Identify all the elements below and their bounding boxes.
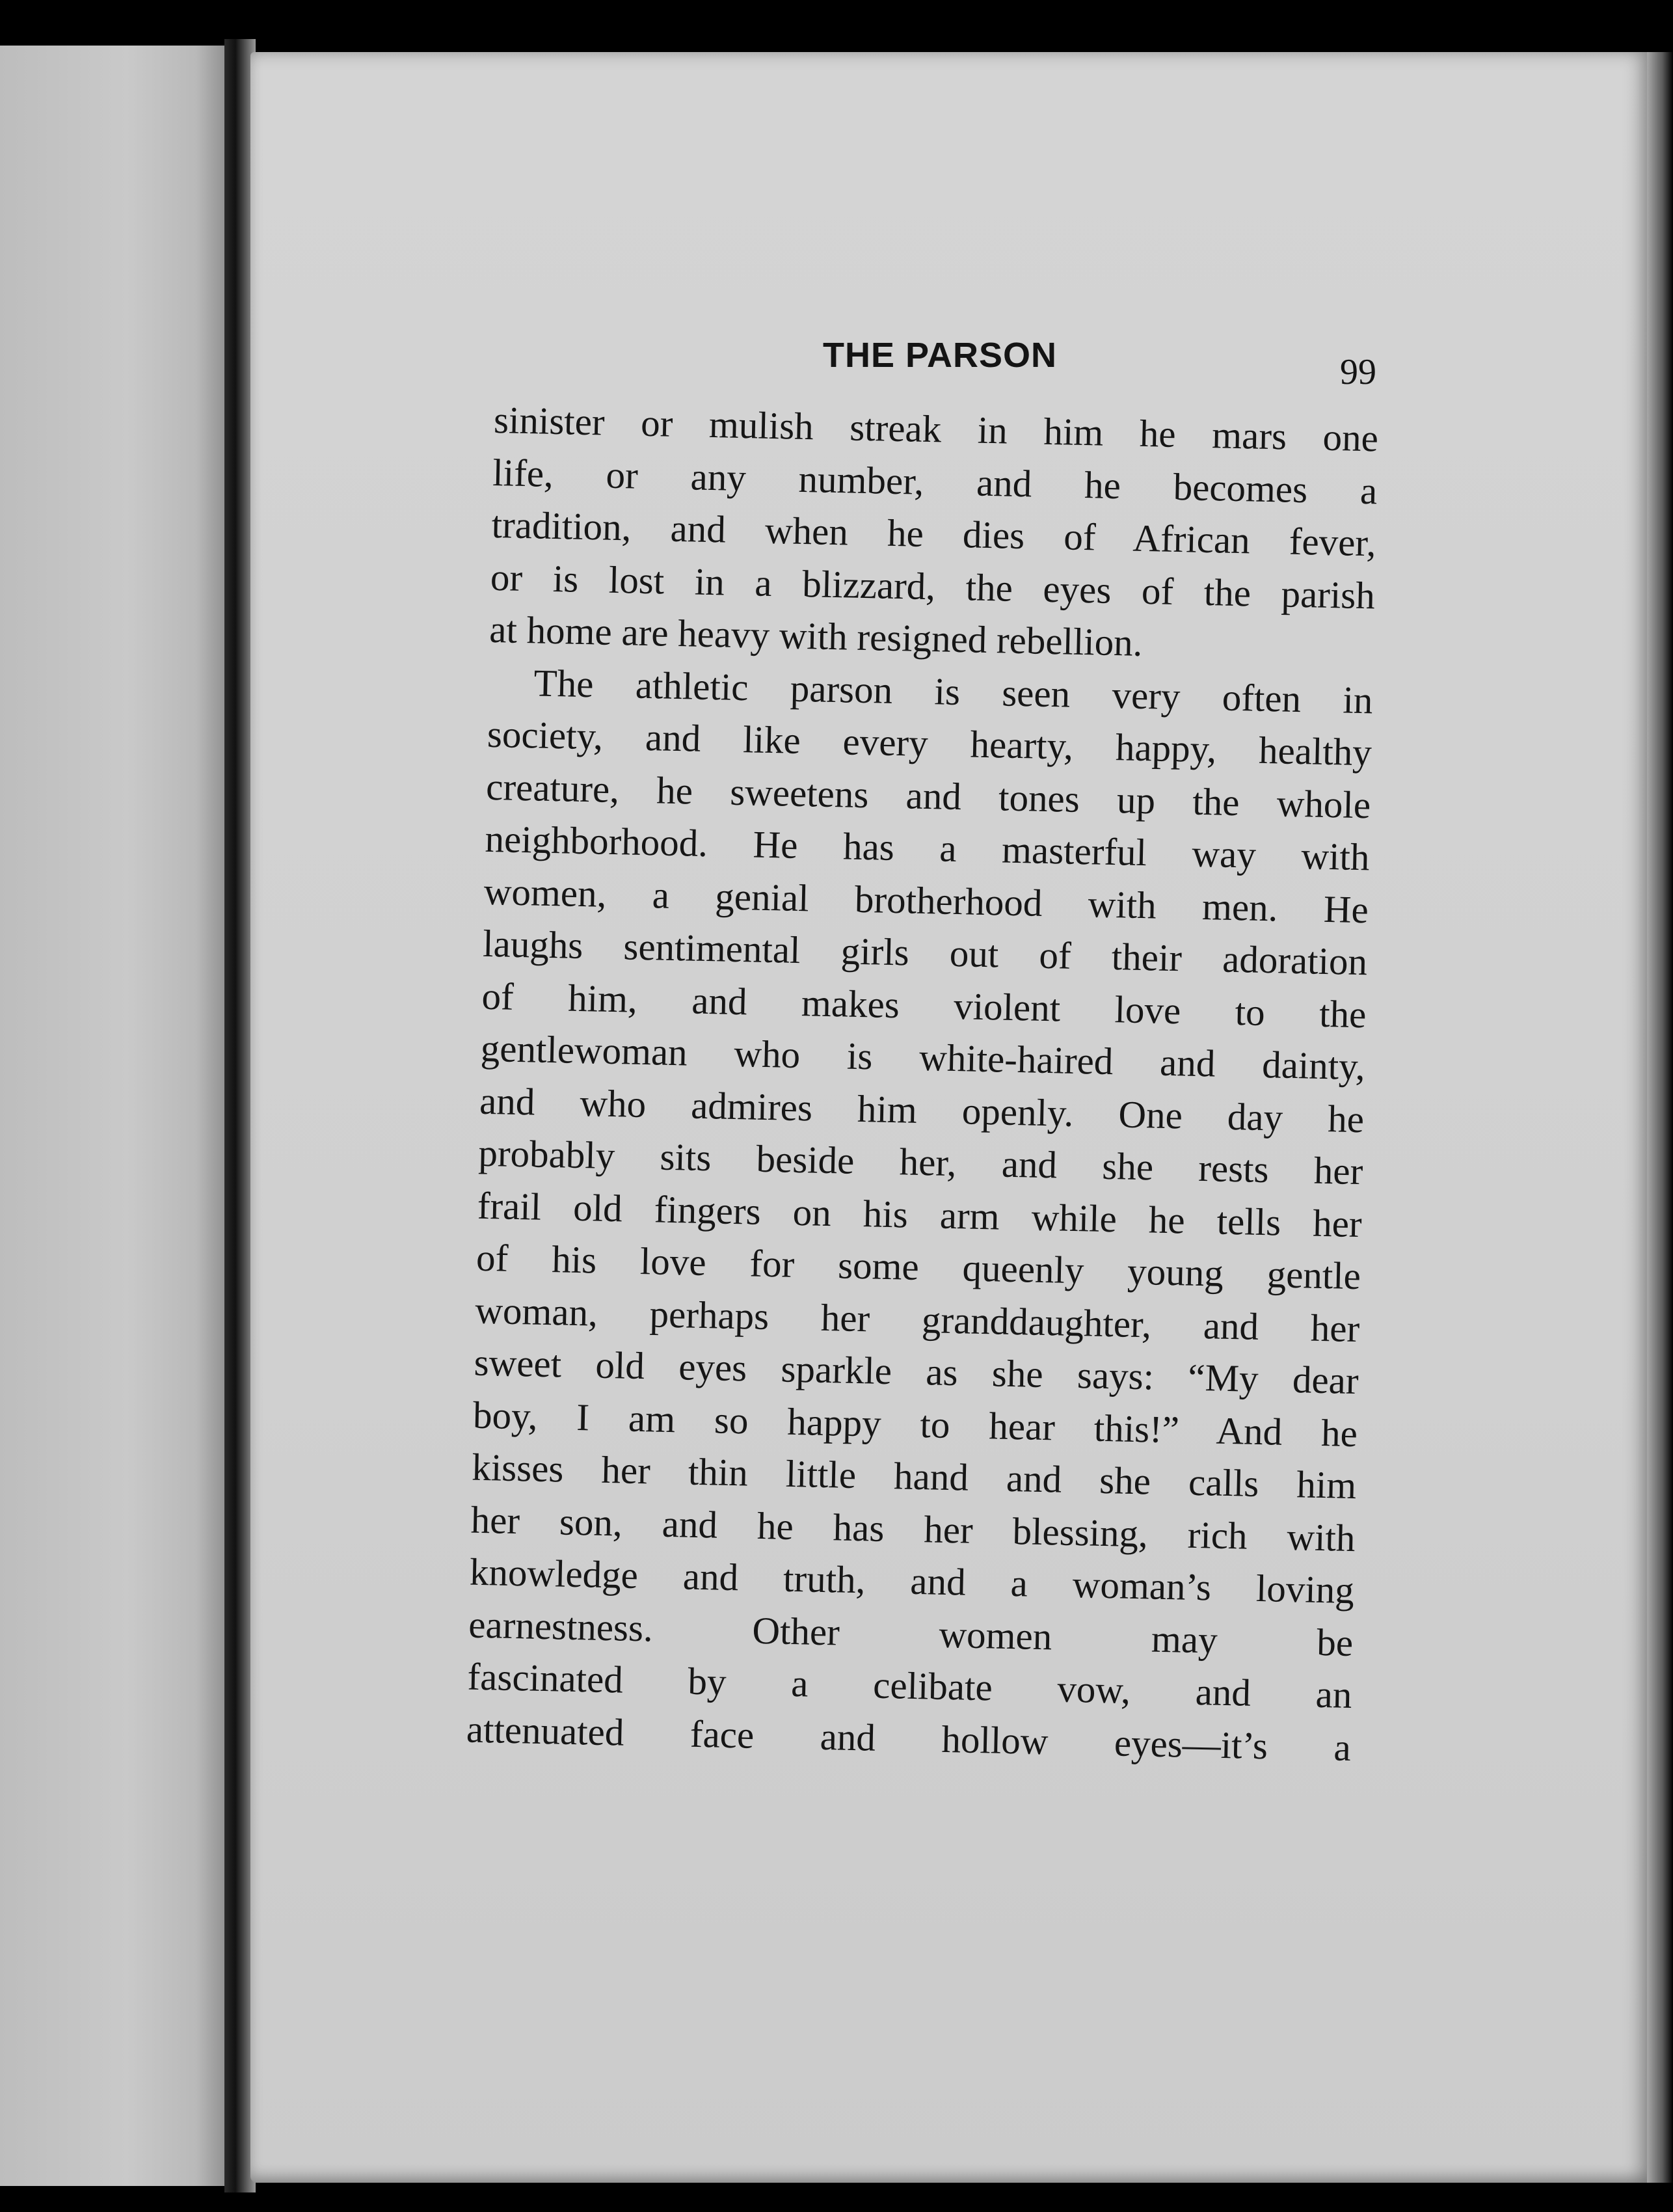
text-line: women, a genial brotherhood with men. He	[483, 869, 1369, 931]
text-line: woman, perhaps her granddaughter, and her	[474, 1288, 1360, 1350]
text-line: gentlewoman who is white-haired and dainty,	[480, 1026, 1366, 1088]
text-line: and who admires him openly. One day he	[479, 1079, 1365, 1140]
text-line: attenuated face and hollow eyes—it’s a	[466, 1707, 1352, 1769]
text-line: at home are heavy with resigned rebellion.	[489, 607, 1144, 664]
body-text	[466, 394, 1379, 1774]
text-line: society, and like every hearty, happy, healthy	[487, 712, 1372, 774]
text-line: kisses her thin little hand and she calls him	[471, 1445, 1357, 1507]
text-line: probably sits beside her, and she rests her	[477, 1131, 1363, 1193]
facing-page-edge	[0, 46, 231, 2186]
text-line: earnestness. Other women may be	[468, 1602, 1354, 1664]
text-line: frail old fingers on his arm while he tells her	[477, 1183, 1363, 1245]
text-line: creature, he sweetens and tones up the whole	[485, 764, 1371, 826]
running-head: THE PARSON	[823, 336, 1058, 375]
text-line: life, or any number, and he becomes a	[492, 450, 1378, 512]
text-line: The athletic parson is seen very often in	[533, 660, 1374, 722]
text-line: laughs sentimental girls out of their adoration	[482, 921, 1368, 984]
page-right-edge	[1647, 52, 1673, 2183]
text-line: boy, I am so happy to hear this!” And he	[472, 1393, 1358, 1455]
text-line: neighborhood. He has a masterful way with	[484, 816, 1371, 879]
text-line: sweet old eyes sparkle as she says: “My dear	[474, 1340, 1359, 1403]
text-line: her son, and he has her blessing, rich with	[470, 1498, 1356, 1559]
text-line: sinister or mulish streak in him he mars one	[493, 398, 1379, 460]
text-line: tradition, and when he dies of African fever,	[491, 502, 1377, 565]
text-line: of his love for some queenly young gentle	[475, 1235, 1361, 1298]
page-number: 99	[1340, 352, 1376, 392]
text-line: or is lost in a blizzard, the eyes of the parish	[490, 555, 1376, 617]
text-line: of him, and makes violent love to the	[481, 974, 1367, 1036]
text-line: fascinated by a celibate vow, and an	[467, 1654, 1353, 1717]
text-line: knowledge and truth, and a woman’s loving	[469, 1550, 1355, 1612]
